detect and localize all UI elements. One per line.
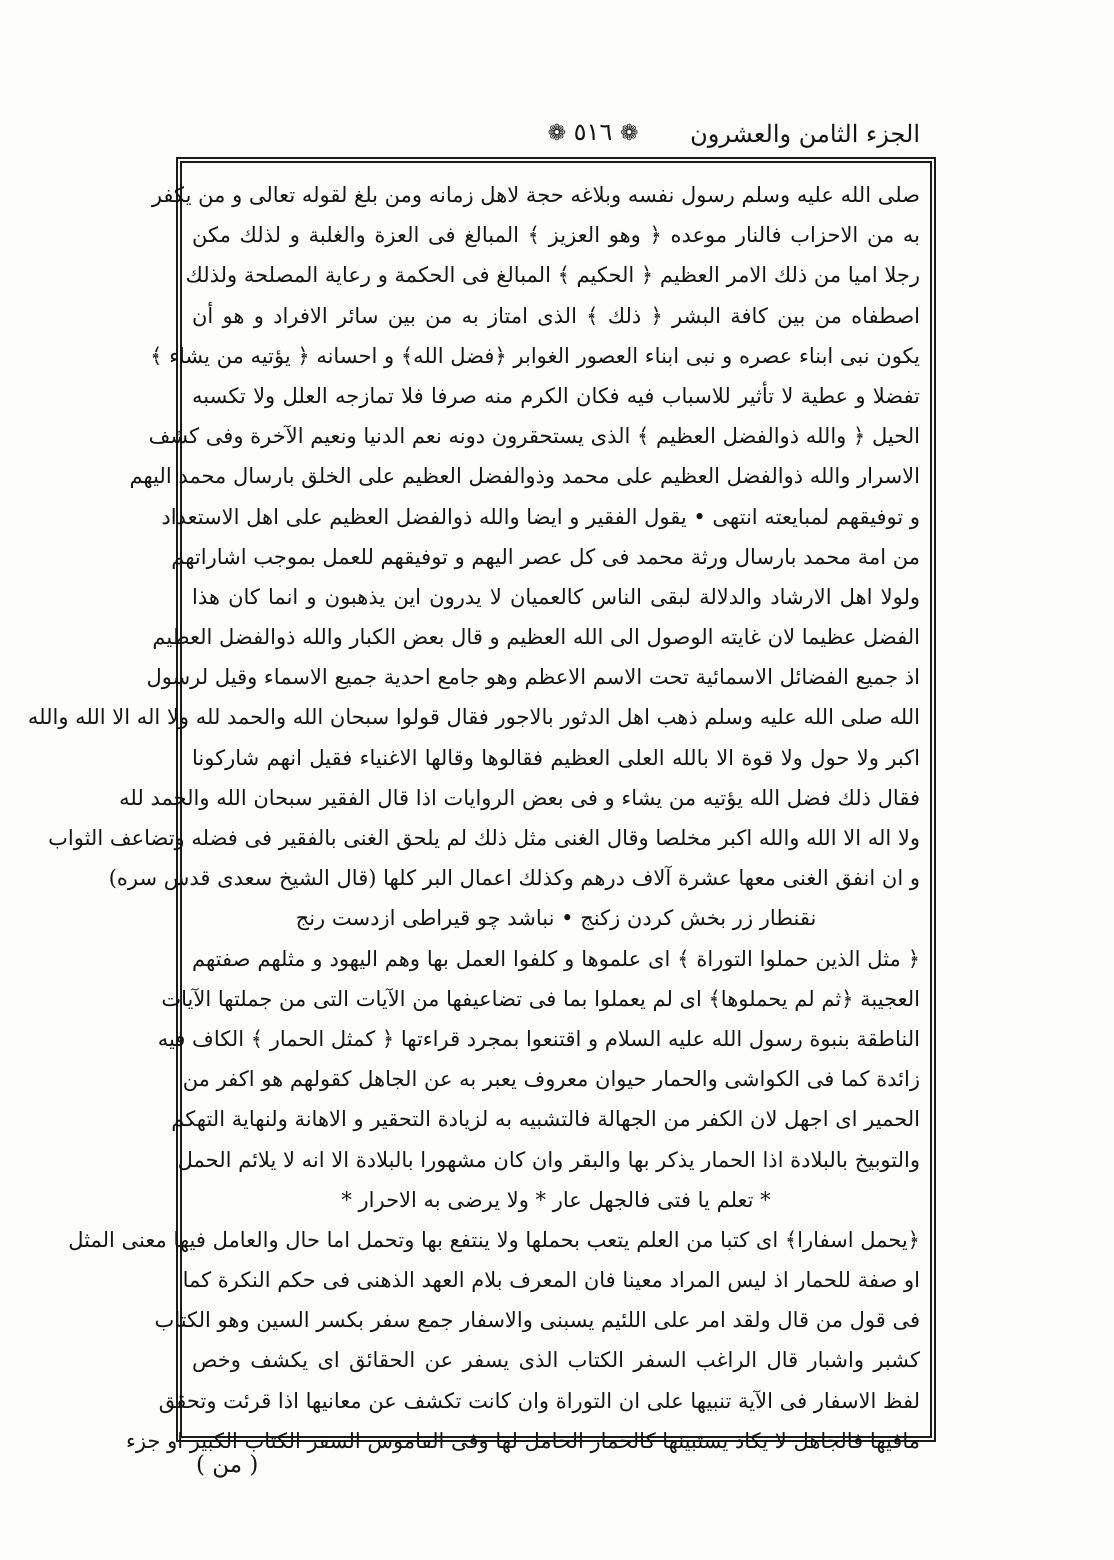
text-line: ولا اله الا الله والله اكبر مخلصا وقال الغنى مثل ذلك لم يلحق الغنى بالفقير فى فضله وتضاعف الثواب xyxy=(48,826,920,850)
page-number: ٥١٦ xyxy=(573,118,613,146)
running-title: الجزء الثامن والعشرون xyxy=(690,120,920,148)
left-ornament-icon: ❁ xyxy=(547,121,567,146)
poetry-verse: نقنطار زر بخش كردن زكنج • نباشد چو قيراطى ازدست رنج xyxy=(295,906,817,931)
text-line: فقال ذلك فضل الله يؤتيه من يشاء و فى بعض الروايات اذا قال الفقير سبحان الله والحمد لله xyxy=(119,785,920,810)
text-line: ولولا اهل الارشاد والدلالة لبقى الناس كالعميان لا يدرون اين يذهبون و انما كان هذا xyxy=(192,584,920,609)
text-line: ﴿يحمل اسفارا﴾ اى كتبا من العلم يتعب بحملها ولا ينتفع بها وتحمل اما حال والعامل فيها معنى المثل xyxy=(68,1227,920,1252)
text-line: تفضلا و عطية لا تأثير للاسباب فيه فكان الكرم منه صرفا فلا تمازجه العلل ولا تكسبه xyxy=(192,383,920,408)
text-line: زائدة كما فى الكواشى والحمار حيوان معروف يعبر به عن الجاهل كقولهم هو اكفر من xyxy=(182,1067,920,1092)
text-line: لفظ الاسفار فى الآية تنبيها على ان التوراة وان كانت تكشف عن معانيها اذا قرئت وتحقق xyxy=(158,1388,920,1413)
text-line: يكون نبى ابناء عصره و نبى ابناء العصور الغوابر ﴿فضل الله﴾ و احسانه ﴿ يؤتيه من يشاء ﴾ xyxy=(150,343,920,368)
text-line: الفضل عظيما لان غايته الوصول الى الله العظيم و قال بعض الكبار والله ذوالفضل العظيم xyxy=(152,625,920,650)
text-line: اكبر ولا حول ولا قوة الا بالله العلى العظيم فقالوها وقالها الاغنياء فقيل انهم شاركونا xyxy=(192,745,920,770)
text-line: و ان انفق الغنى معها عشرة آلاف درهم وكذلك اعمال البر كلها (قال الشيخ سعدى قدس سره) xyxy=(108,866,920,891)
text-line: الناطقة بنبوة رسول الله عليه السلام و اقتنعوا بمجرد قراءتها ﴿ كمثل الحمار ﴾ الكاف فيه xyxy=(157,1026,920,1051)
text-line: كشبر واشبار قال الراغب السفر الكتاب الذى يسفر عن الحقائق اى يكشف وخص xyxy=(192,1348,920,1373)
page-number-group xyxy=(498,118,688,146)
text-frame xyxy=(27,157,936,1453)
text-line: به من الاحزاب فالنار موعده ﴿ وهو العزيز ﴾ المبالغ فى العزة والغلبة و لذلك مكن xyxy=(192,223,921,248)
text-line: اذ جميع الفضائل الاسمائية تحت الاسم الاعظم وهو جامع احدية جميع الاسماء وقيل لرسول xyxy=(146,665,920,690)
catchword: ( من ) xyxy=(196,1452,259,1478)
text-line: اصطفاه من بين كافة البشر ﴿ ذلك ﴾ الذى امتاز به من بين سائر الافراد و هو أن xyxy=(192,303,920,328)
text-line: رجلا اميا من ذلك الامر العظيم ﴿ الحكيم ﴾ المبالغ فى الحكمة و رعاية المصلحة ولذلك xyxy=(185,263,920,288)
text-line: الحيل ﴿ والله ذوالفضل العظيم ﴾ الذى يستحقرون دونه نعم الدنيا ونعيم الآخرة وفى كشف xyxy=(148,424,920,449)
text-line: الله صلى الله عليه وسلم ذهب اهل الدثور بالاجور فقال قولوا سبحان الله والحمد لله ولا اله الا الله والله xyxy=(27,705,920,730)
right-ornament-icon: ❁ xyxy=(619,121,639,146)
text-line: العجيبة ﴿ثم لم يحملوها﴾ اى لم يعملوا بما فى تضاعيفها من الآيات التى من جملتها الآيات xyxy=(161,986,920,1011)
page-header xyxy=(168,118,920,158)
text-line: والتوبيخ بالبلادة اذا الحمار يذكر بها والبقر وان كان مشهورا بالبلادة الا انه لا يلائم الحمل xyxy=(177,1147,920,1172)
text-line: الحمير اى اجهل لان الكفر من الجهالة فالتشبيه به لزيادة التحقير و الاهانة ولنهاية التهكم xyxy=(171,1107,920,1132)
text-line: ﴿ مثل الذين حملوا التوراة ﴾ اى علموها و كلفوا العمل بها وهم اليهود و مثلهم صفتهم xyxy=(192,946,920,971)
text-line: صلى الله عليه وسلم رسول نفسه وبلاغه حجة لاهل زمانه ومن بلغ لقوله تعالى و من يكفر xyxy=(151,183,920,207)
text-line: من امة محمد بارسال ورثة محمد فى كل عصر اليهم و توفيقهم للعمل بموجب اشاراتهم xyxy=(171,544,920,569)
body-text xyxy=(27,175,921,1453)
text-line: و توفيقهم لمبايعته انتهى • يقول الفقير و ايضا والله ذوالفضل العظيم على اهل الاستعداد xyxy=(161,504,920,529)
text-line: مافيها فالجاهل لا يكاد يستبينها كالحمار الحامل لها وفى القاموس السفر الكتاب الكبير او جزء xyxy=(125,1428,920,1453)
poetry-verse: * تعلم يا فتى فالجهل عار * ولا يرضى به الاحرار * xyxy=(341,1187,771,1212)
text-line: الاسرار والله ذوالفضل العظيم على محمد وذوالفضل العظيم على الخلق بارسال محمد اليهم xyxy=(129,464,920,489)
text-line: فى قول من قال ولقد امر على اللئيم يسبنى والاسفار جمع سفر بكسر السين وهو الكتاب xyxy=(154,1308,920,1333)
text-line: او صفة للحمار اذ ليس المراد معينا فان المعرف بلام العهد الذهنى فى حكم النكرة كما xyxy=(182,1268,920,1293)
